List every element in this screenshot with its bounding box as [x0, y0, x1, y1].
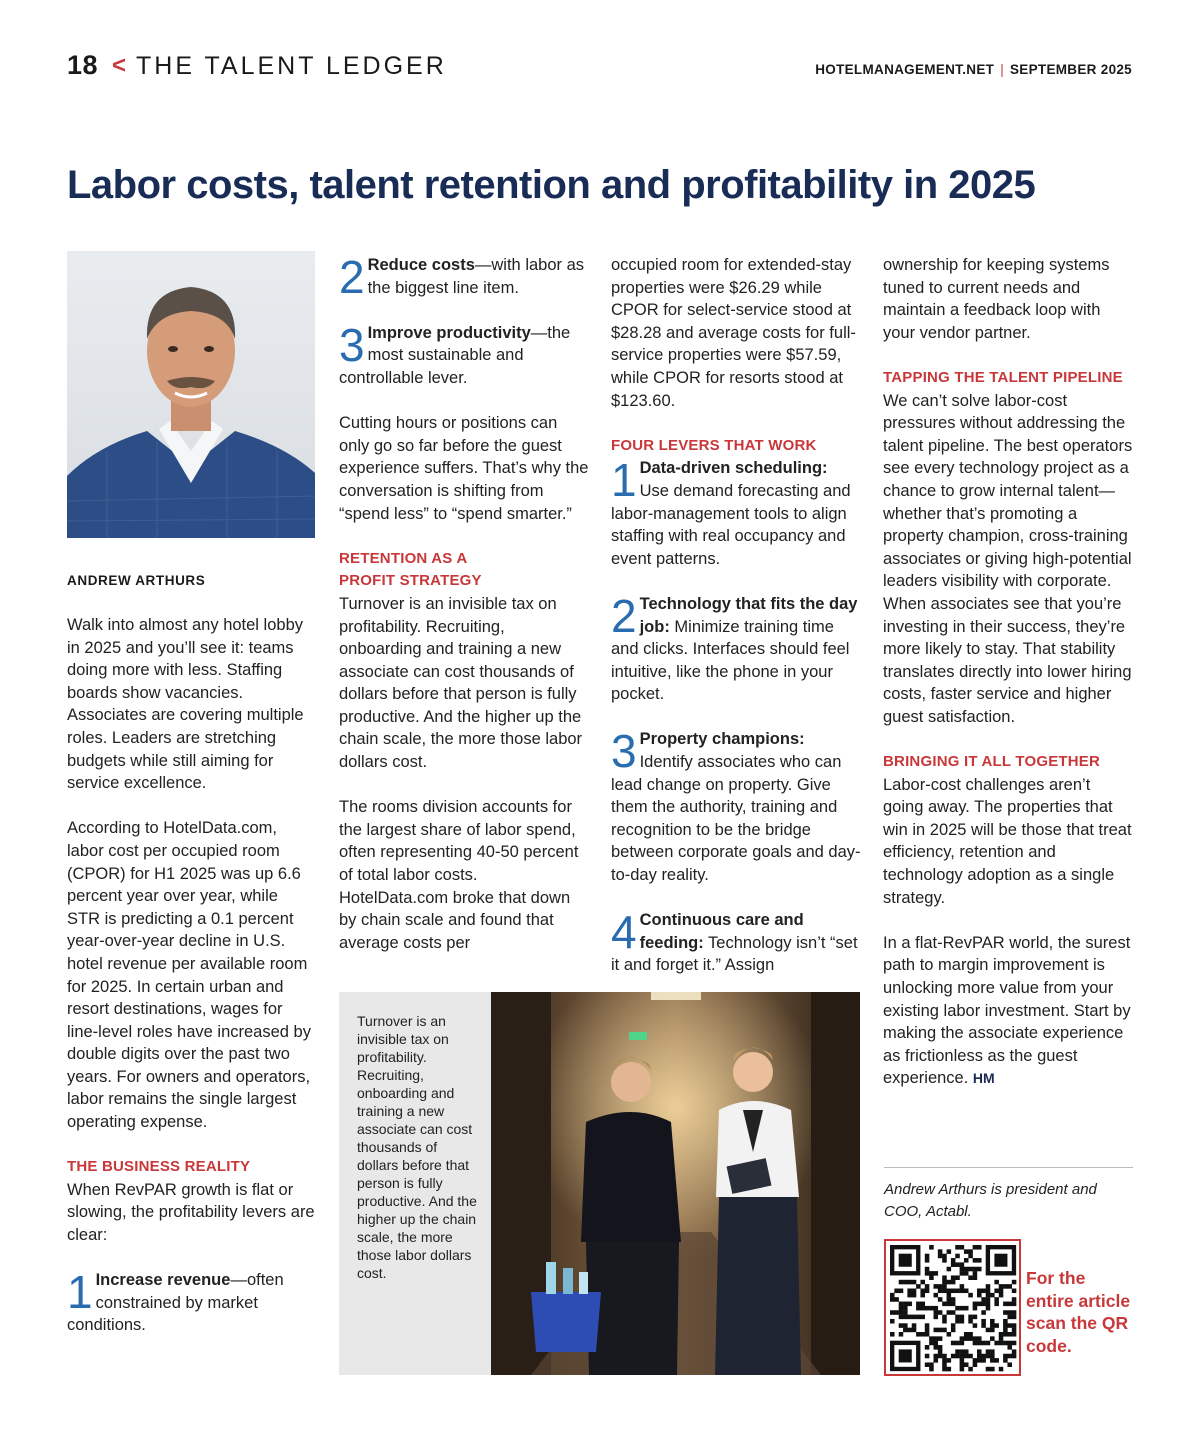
lever-item [339, 251, 589, 303]
paragraph: The rooms division accounts for the largest share of labor spend, often representing 40-50 percent of total labor costs. HotelData.com broke that down by chain scale and found that average costs per [339, 798, 579, 952]
end-mark: HM [972, 1070, 995, 1087]
site-name: HOTELMANAGEMENT.NET [815, 62, 995, 77]
paragraph: Walk into almost any hotel lobby in 2025 and you’ll see it: teams doing more with less. Staffing boards show vacancies. Associates are covering multiple roles. Leaders are stretching budgets while still aiming for service excellence. [67, 616, 304, 793]
pull-quote: Turnover is an invisible tax on profitability. Recruiting, onboarding and training a new associate can cost thousands of dollars before that person is fully productive. And the higher up the chain scale, the more those labor dollars cost. [357, 1013, 477, 1281]
lever-number: 3 [339, 318, 365, 371]
lever-title: Improve productivity [367, 323, 531, 342]
qr-code-icon [886, 1241, 1019, 1374]
section-heading-line: PROFIT STRATEGY [339, 572, 482, 590]
lever-number: 4 [611, 906, 637, 959]
lever-title: Property champions: [639, 730, 805, 749]
paragraph: We can’t solve labor-cost pressures without addressing the talent pipeline. The best operators see every technology project as a chance to grow internal talent—whether that’s promoting a property champion, cross-training associates or giving high-potential leaders visibility with corporate. When associates see that you’re investing in their success, they’re more likely to stay. That stability translates directly into lower hiring costs, faster service and higher guest satisfaction. [883, 391, 1133, 726]
lever-title: Increase revenue [95, 1271, 231, 1290]
lever-text: Technology isn’t “set it and forget it.” Assign [611, 933, 858, 975]
qr-code[interactable] [884, 1239, 1021, 1376]
lever-number: 2 [611, 589, 637, 642]
article-column-2 [339, 251, 589, 954]
lever-item [611, 454, 861, 570]
issue-date: SEPTEMBER 2025 [1010, 62, 1132, 77]
author-bio: Andrew Arthurs is president and COO, Actabl. [884, 1181, 1097, 1220]
lever-item [611, 906, 861, 977]
paragraph: Cutting hours or positions can only go so far before the guest experience suffers. That’s why the conversation is shifting from “spend less” to “spend smarter.” [339, 414, 589, 523]
section-title: THE TALENT LEDGER [136, 52, 447, 80]
article-column-4 [883, 254, 1135, 1090]
author-photo [67, 251, 315, 538]
lever-item [339, 318, 589, 390]
paragraph: ownership for keeping systems tuned to current needs and maintain a feedback loop with your vendor partner. [883, 256, 1110, 342]
divider [884, 1167, 1133, 1168]
section-heading: THE BUSINESS REALITY [67, 1158, 251, 1176]
paragraph: Turnover is an invisible tax on profitability. Recruiting, onboarding and training a new associate can cost thousands of dollars before that person is fully productive. And the higher up the chain scale, the more those labor dollars cost. [339, 594, 583, 772]
section-heading: TAPPING THE TALENT PIPELINE [883, 368, 1123, 386]
lever-text: Use demand forecasting and labor-management tools to align staffing with real occupancy and event patterns. [611, 481, 851, 568]
hotel-staff-photo [491, 992, 860, 1375]
lever-text: Minimize training time and clicks. Interfaces should feel intuitive, like the phone in your pocket. [611, 617, 850, 704]
lever-number: 3 [611, 725, 637, 778]
lever-item [611, 589, 861, 706]
section-heading-line: RETENTION AS A [339, 549, 468, 567]
separator: | [1000, 62, 1004, 77]
masthead-right [815, 62, 1132, 77]
article-column-3 [611, 254, 861, 977]
lever-title: Reduce costs [367, 256, 475, 274]
lever-text: —the most sustainable and controllable lever. [339, 323, 571, 387]
paragraph [883, 932, 1135, 1090]
lever-text: —with labor as the biggest line item. [367, 256, 585, 297]
paragraph-text: In a flat-RevPAR world, the surest path to margin improvement is unlocking more value from your existing labor investment. Start by making the associate experience as frictionless as the guest experience. [883, 933, 1131, 1088]
lever-number: 2 [339, 251, 365, 303]
article-headline: Labor costs, talent retention and profitability in 2025 [67, 163, 1036, 207]
section-heading: FOUR LEVERS THAT WORK [611, 436, 817, 454]
lever-number: 1 [67, 1266, 93, 1319]
lever-item [67, 1266, 315, 1337]
lever-number: 1 [611, 454, 637, 507]
lever-title: Technology that fits the day job: [639, 594, 858, 636]
lever-text: Identify associates who can lead change on property. Give them the authority, training and recognition to be the bridge between corporate goals and day-to-day reality. [611, 753, 861, 885]
page-number: 18 [67, 50, 99, 80]
section-heading [339, 548, 589, 593]
qr-call-to-action: For the entire article scan the QR code. [1026, 1268, 1131, 1356]
lever-title: Data-driven scheduling: [639, 459, 828, 478]
paragraph: occupied room for extended-stay properties were $26.29 while CPOR for select-service stood at $28.28 and average costs for full-service properties were $57.59, while CPOR for resorts stood at $123.60. [611, 256, 856, 410]
section-heading: BRINGING IT ALL TOGETHER [883, 753, 1101, 771]
paragraph: According to HotelData.com, labor cost per occupied room (CPOR) for H1 2025 was up 6.6 percent year over year, while STR is predicting a 0.1 percent year-over-year decline in U.S. hotel revenue per available room for 2025. In certain urban and resort destinations, wages for line-level roles have increased by double digits over the past two years. For owners and operators, labor remains the single largest operating expense. [67, 819, 311, 1132]
paragraph: Labor-cost challenges aren’t going away. The properties that win in 2025 will be those that treat efficiency, retention and technology adoption as a single strategy. [883, 775, 1132, 907]
lever-title: Continuous care and feeding: [639, 911, 804, 952]
lever-item [611, 725, 861, 886]
article-column-1 [67, 614, 315, 1337]
author-byline: ANDREW ARTHURS [67, 573, 206, 588]
chevron-left-icon: < [112, 52, 127, 79]
lever-text: —often constrained by market conditions. [67, 1271, 284, 1335]
paragraph: When RevPAR growth is flat or slowing, the profitability levers are clear: [67, 1180, 315, 1245]
